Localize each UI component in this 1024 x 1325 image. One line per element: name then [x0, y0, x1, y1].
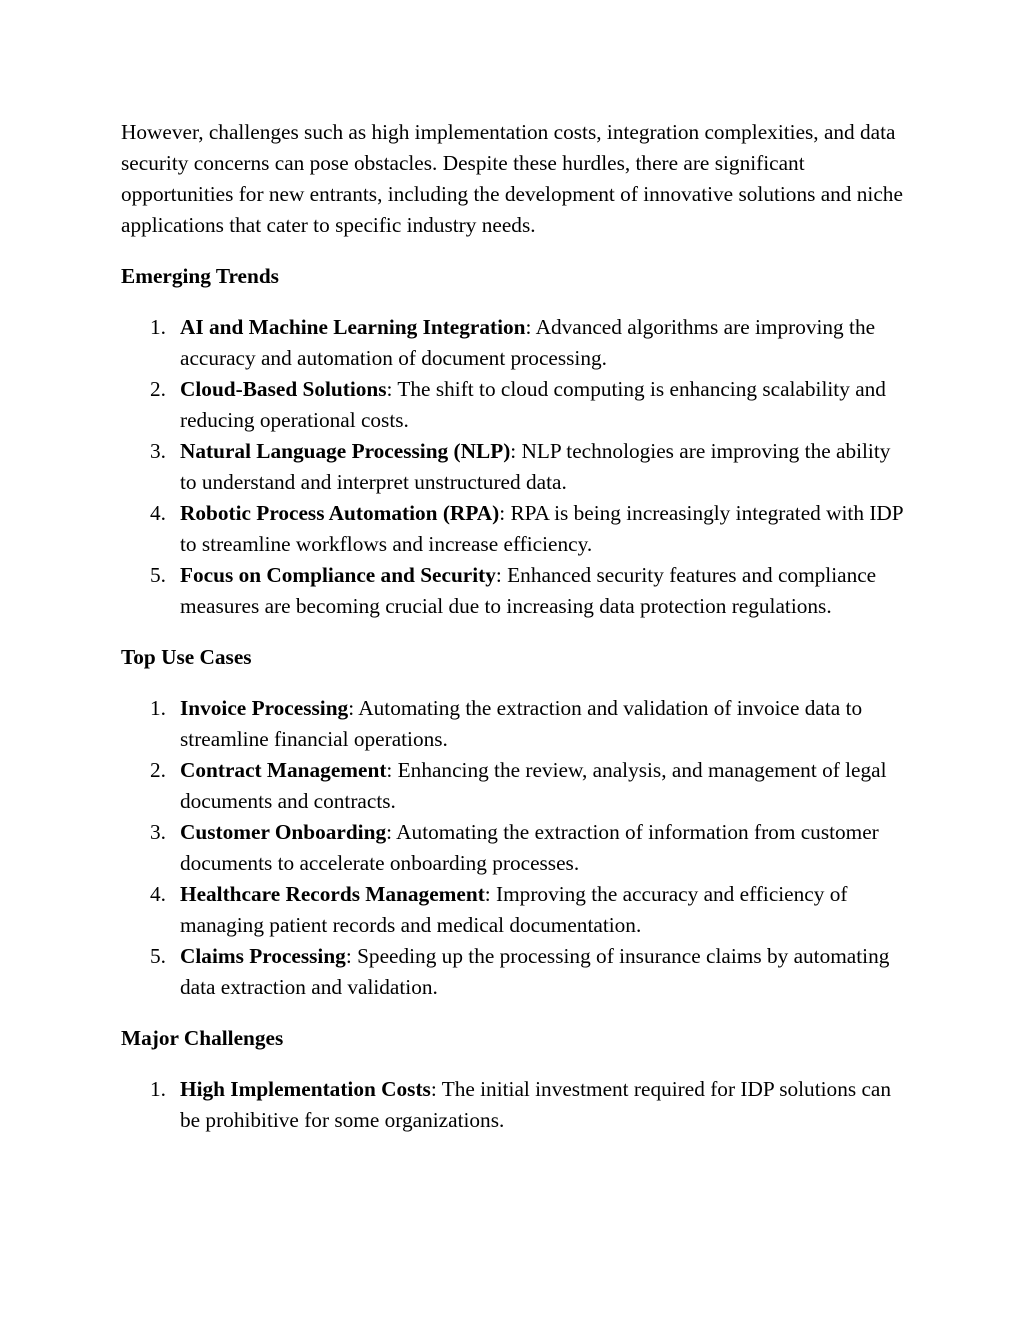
item-description: : RPA is being increasingly integrated with IDP to streamline workflows and increase efficiency.: [180, 501, 903, 556]
item-term: AI and Machine Learning Integration: [180, 315, 526, 339]
list-number: 2.: [150, 758, 166, 782]
list-item: [121, 755, 911, 817]
item-term: Focus on Compliance and Security: [180, 563, 496, 587]
list-number: 1.: [150, 696, 166, 720]
list-item: [121, 693, 911, 755]
emerging-trends-list: [121, 312, 911, 622]
list-item: [121, 312, 911, 374]
list-item: [121, 941, 911, 1003]
intro-paragraph: However, challenges such as high implementation costs, integration complexities, and data security concerns can pose obstacles. Despite these hurdles, there are significant opportunities for new entrants, including the development of innovative solutions and niche applications that cater to specific industry needs.: [121, 120, 903, 237]
item-term: Claims Processing: [180, 944, 346, 968]
item-description: : Advanced algorithms are improving the accuracy and automation of document processing.: [180, 315, 876, 370]
list-number: 1.: [150, 315, 166, 339]
section-heading-emerging-trends: Emerging Trends: [121, 264, 279, 288]
list-item: [121, 560, 911, 622]
item-term: Healthcare Records Management: [180, 882, 485, 906]
list-number: 1.: [150, 1077, 166, 1101]
item-description: : Enhanced security features and compliance measures are becoming crucial due to increasing data protection regulations.: [180, 563, 877, 618]
list-number: 3.: [150, 439, 166, 463]
list-item: [121, 374, 911, 436]
item-term: High Implementation Costs: [180, 1077, 431, 1101]
item-description: : The shift to cloud computing is enhancing scalability and reducing operational costs.: [180, 377, 886, 432]
list-number: 2.: [150, 377, 166, 401]
list-number: 3.: [150, 820, 166, 844]
item-description: : Enhancing the review, analysis, and management of legal documents and contracts.: [180, 758, 887, 813]
item-description: : Speeding up the processing of insurance claims by automating data extraction and validation.: [180, 944, 890, 999]
item-term: Contract Management: [180, 758, 387, 782]
list-number: 5.: [150, 563, 166, 587]
top-use-cases-list: [121, 693, 911, 1003]
document-page: [121, 117, 911, 1136]
list-item: [121, 1074, 911, 1136]
section-heading-top-use-cases: Top Use Cases: [121, 645, 252, 669]
item-description: : NLP technologies are improving the ability to understand and interpret unstructured data.: [180, 439, 891, 494]
item-description: : Automating the extraction and validation of invoice data to streamline financial operations.: [180, 696, 863, 751]
section-heading-major-challenges: Major Challenges: [121, 1026, 284, 1050]
item-description: : The initial investment required for IDP solutions can be prohibitive for some organizations.: [180, 1077, 892, 1132]
item-description: : Improving the accuracy and efficiency of managing patient records and medical documentation.: [180, 882, 848, 937]
list-number: 5.: [150, 944, 166, 968]
item-term: Natural Language Processing (NLP): [180, 439, 511, 463]
list-item: [121, 817, 911, 879]
item-description: : Automating the extraction of information from customer documents to accelerate onboarding processes.: [180, 820, 879, 875]
list-item: [121, 436, 911, 498]
list-number: 4.: [150, 882, 166, 906]
list-number: 4.: [150, 501, 166, 525]
list-item: [121, 879, 911, 941]
list-item: [121, 498, 911, 560]
major-challenges-list: [121, 1074, 911, 1136]
item-term: Customer Onboarding: [180, 820, 387, 844]
item-term: Robotic Process Automation (RPA): [180, 501, 500, 525]
item-term: Cloud-Based Solutions: [180, 377, 387, 401]
item-term: Invoice Processing: [180, 696, 349, 720]
